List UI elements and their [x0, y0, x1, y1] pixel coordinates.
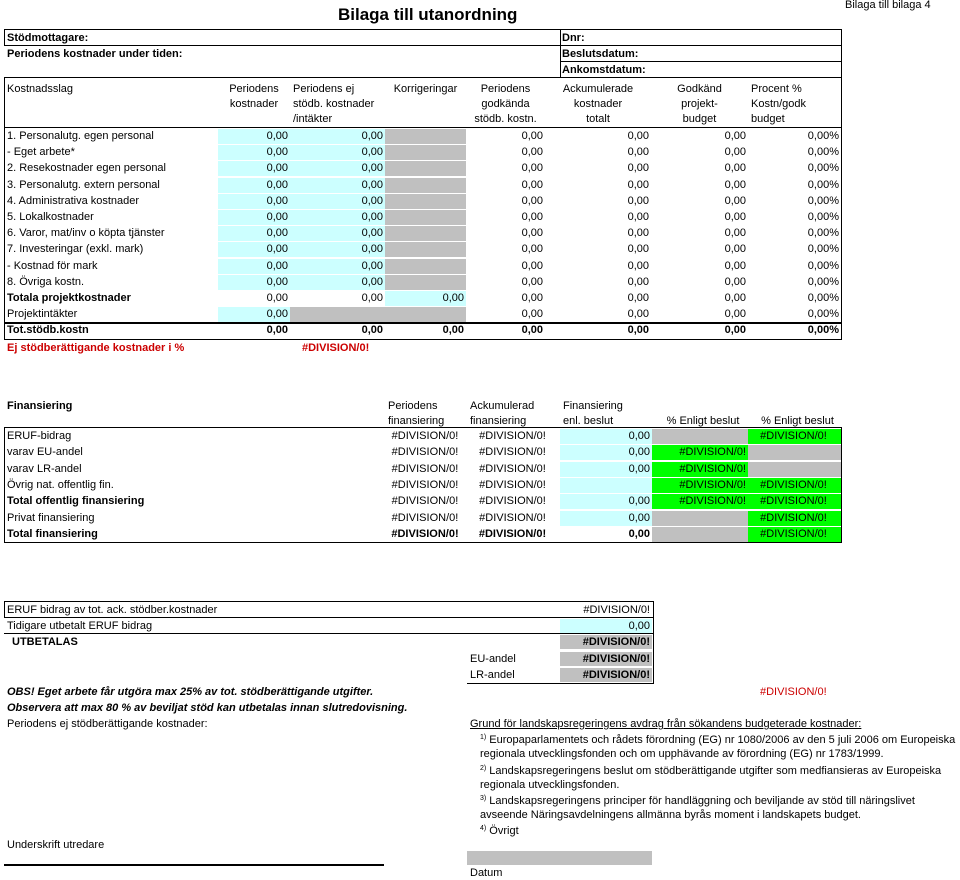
fin-cell: #DIVISION/0! — [479, 495, 546, 507]
cost-col-header: Godkänd — [677, 83, 722, 95]
cost-cell: 0,00 — [627, 324, 649, 336]
cost-col-header: Periodens ej — [293, 83, 355, 95]
cost-row-label: 5. Lokalkostnader — [7, 211, 94, 223]
cost-table-border — [841, 78, 842, 339]
cost-cell[interactable]: 0,00 — [290, 145, 385, 160]
cost-cell: 0,00 — [266, 324, 288, 336]
cost-cell[interactable]: 0,00 — [218, 129, 290, 144]
header-row-line — [560, 61, 842, 62]
eruf-bottom-border — [467, 683, 654, 684]
fin-cell: #DIVISION/0! — [748, 478, 841, 493]
cost-row-label: - Kostnad för mark — [7, 260, 98, 272]
cost-cell: 0,00% — [807, 276, 839, 288]
page-title: Bilaga till utanordning — [338, 5, 518, 24]
cost-col-header: /intäkter — [293, 113, 333, 125]
cost-row-label: 3. Personalutg. extern personal — [7, 179, 160, 191]
tidigare-label: Tidigare utbetalt ERUF bidrag — [7, 620, 153, 632]
grund-title: Grund för landskapsregeringens avdrag från sökandens budgeterade kostnader: — [470, 718, 862, 730]
cost-cell: 0,00 — [724, 227, 746, 239]
cost-cell: 0,00 — [724, 211, 746, 223]
fin-cell: #DIVISION/0! — [479, 430, 546, 442]
eruf-bidrag-label: ERUF bidrag av tot. ack. stödber.kostnader — [7, 604, 218, 616]
cost-cell: 0,00 — [521, 146, 543, 158]
fin-cell: #DIVISION/0! — [391, 479, 459, 491]
cost-cell[interactable]: 0,00 — [290, 129, 385, 144]
cost-cell: 0,00 — [521, 324, 543, 336]
cost-cell: 0,00 — [521, 211, 543, 223]
cost-row-line — [4, 322, 842, 323]
cost-row-label: Tot.stödb.kostn — [7, 324, 89, 336]
cost-cell[interactable] — [385, 210, 466, 225]
cost-cell[interactable] — [385, 226, 466, 241]
cost-cell: 0,00 — [385, 291, 466, 306]
fin-cell: #DIVISION/0! — [391, 495, 459, 507]
cost-cell[interactable] — [385, 275, 466, 290]
obs-value: #DIVISION/0! — [760, 686, 827, 698]
cost-cell: 0,00% — [807, 292, 839, 304]
eu-andel-label: EU-andel — [470, 653, 516, 665]
cost-col-header: stödb. kostnader — [293, 98, 375, 110]
fin-col-header: Periodens — [388, 400, 438, 412]
cost-cell[interactable]: 0,00 — [290, 275, 385, 290]
cost-cell: 0,00 — [724, 195, 746, 207]
fin-cell: #DIVISION/0! — [479, 463, 546, 475]
cost-cell: 0,00 — [724, 130, 746, 142]
fin-col-header: finansiering — [388, 415, 445, 427]
cost-row-label: - Eget arbete* — [7, 146, 75, 158]
ej-stod-label: Ej stödberättigande kostnader i % — [7, 342, 185, 354]
cost-cell[interactable] — [385, 161, 466, 176]
fin-row-label: Total finansiering — [7, 528, 98, 540]
cost-cell: 0,00% — [807, 179, 839, 191]
cost-cell: 0,00 — [627, 292, 649, 304]
cost-cell: 0,00 — [627, 260, 649, 272]
lr-andel-value: #DIVISION/0! — [560, 668, 652, 682]
cost-cell: 0,00% — [807, 227, 839, 239]
beslutsdatum-label: Beslutsdatum: — [562, 48, 639, 60]
cost-cell[interactable]: 0,00 — [290, 194, 385, 209]
cost-cell: 0,00 — [724, 146, 746, 158]
observera-note: Observera att max 80 % av beviljat stöd kan utbetalas innan slutredovisning. — [7, 702, 408, 714]
eruf-border — [653, 601, 654, 683]
cost-col-header: budget — [751, 113, 785, 125]
header-left-border — [4, 29, 5, 45]
ej-stod-value: #DIVISION/0! — [302, 342, 370, 354]
cost-row-label: Projektintäkter — [7, 308, 78, 320]
cost-cell[interactable] — [385, 145, 466, 160]
cost-row-line — [4, 339, 842, 340]
fin-row-label: ERUF-bidrag — [7, 430, 72, 442]
cost-cell[interactable] — [385, 194, 466, 209]
cost-cell[interactable]: 0,00 — [218, 145, 290, 160]
dnr-label: Dnr: — [562, 32, 585, 44]
cost-cell: 0,00% — [807, 195, 839, 207]
cost-cell[interactable]: 0,00 — [290, 210, 385, 225]
fin-row-label: Total offentlig finansiering — [7, 495, 145, 507]
header-top-border — [4, 29, 842, 30]
cost-cell: 0,00 — [627, 276, 649, 288]
cost-cell: 0,00% — [807, 146, 839, 158]
cost-col-header: projekt- — [681, 98, 718, 110]
cost-cell: 0,00 — [627, 162, 649, 174]
fin-cell[interactable] — [560, 478, 652, 493]
cost-row-label: 1. Personalutg. egen personal — [7, 130, 154, 142]
cost-col-header: kostnader — [229, 98, 279, 110]
eruf-bidrag-value: #DIVISION/0! — [583, 604, 650, 616]
fin-cell[interactable]: 0,00 — [628, 528, 650, 540]
cost-col-header: budget — [682, 113, 717, 125]
cost-col-header: Procent % — [751, 83, 802, 95]
eu-andel-value: #DIVISION/0! — [560, 652, 652, 666]
cost-cell: 0,00 — [627, 179, 649, 191]
cost-cell: 0,00 — [724, 162, 746, 174]
cost-col-header: Korrigeringar — [393, 83, 458, 95]
fin-row-label: varav EU-andel — [7, 446, 83, 458]
cost-row-label: 8. Övriga kostn. — [7, 276, 85, 288]
fin-cell: #DIVISION/0! — [652, 478, 748, 493]
fin-col-header: Finansiering — [563, 400, 623, 412]
footnote-2: $^{2)}$ Landskapsregeringens beslut om stödberättigande utgifter som medfiansieras av Europeiska regionala utvecklingsfonden. — [480, 765, 942, 791]
ankomstdatum-label: Ankomstdatum: — [562, 64, 646, 76]
cost-table-border — [4, 78, 5, 339]
cost-row-label: 4. Administrativa kostnader — [7, 195, 140, 207]
fin-cell[interactable]: 0,00 — [560, 462, 652, 477]
cost-cell[interactable]: 0,00 — [218, 194, 290, 209]
cost-cell[interactable]: 0,00 — [218, 226, 290, 241]
cost-cell: 0,00 — [724, 292, 746, 304]
cost-cell: 0,00 — [521, 260, 543, 272]
cost-cell[interactable]: 0,00 — [290, 178, 385, 193]
cost-cell: 0,00 — [361, 292, 383, 304]
cost-cell: 0,00 — [521, 292, 543, 304]
fin-bottom-border — [4, 542, 842, 543]
cost-cell[interactable]: 0,00 — [218, 242, 290, 257]
footnote-4: $^{4)}$ Övrigt — [480, 825, 519, 837]
cost-cell[interactable]: 0,00 — [290, 242, 385, 257]
cost-cell: 0,00 — [266, 292, 288, 304]
ej-stod-kostnader-label: Periodens ej stödberättigande kostnader: — [7, 718, 208, 730]
eruf-row-line — [4, 633, 654, 634]
fin-cell: #DIVISION/0! — [748, 511, 841, 526]
cost-cell[interactable]: 0,00 — [290, 226, 385, 241]
cost-cell: 0,00 — [521, 243, 543, 255]
cost-cell: 0,00 — [724, 276, 746, 288]
cost-col-header: Periodens — [480, 83, 531, 95]
fin-cell[interactable]: 0,00 — [560, 445, 652, 460]
period-label: Periodens kostnader under tiden: — [7, 48, 183, 60]
cost-cell[interactable] — [385, 259, 466, 274]
cost-col-header: Kostn/godk — [751, 98, 807, 110]
cost-cell[interactable] — [385, 242, 466, 257]
cost-cell[interactable]: 0,00 — [218, 307, 290, 322]
bilaga-label: Bilaga till bilaga 4 — [845, 0, 931, 11]
fin-col-header: % Enligt beslut — [761, 415, 834, 427]
cost-cell[interactable]: 0,00 — [290, 259, 385, 274]
cost-cell: 0,00 — [627, 130, 649, 142]
cost-cell: 0,00 — [627, 227, 649, 239]
cost-cell: 0,00 — [724, 179, 746, 191]
cost-cell: 0,00 — [724, 243, 746, 255]
cost-cell[interactable]: 0,00 — [218, 210, 290, 225]
fin-row-label: Privat finansiering — [7, 512, 95, 524]
fin-cell: #DIVISION/0! — [479, 512, 546, 524]
eruf-row-line — [4, 617, 654, 618]
cost-cell[interactable] — [385, 129, 466, 144]
cost-cell: 0,00 — [442, 324, 464, 336]
fin-cell — [652, 511, 748, 526]
cost-cell: 0,00% — [807, 243, 839, 255]
cost-cell: 0,00 — [724, 308, 746, 320]
utbetalas-label: UTBETALAS — [12, 636, 78, 648]
cost-cell[interactable]: 0,00 — [218, 259, 290, 274]
cost-cell[interactable] — [290, 307, 385, 322]
cost-cell: 0,00 — [724, 260, 746, 272]
cost-cell: 0,00 — [521, 227, 543, 239]
cost-cell: 0,00 — [521, 308, 543, 320]
fin-cell: #DIVISION/0! — [748, 527, 841, 542]
cost-row-label: 2. Resekostnader egen personal — [7, 162, 166, 174]
fin-cell — [748, 462, 841, 477]
cost-row-label: 6. Varor, mat/inv o köpta tjänster — [7, 227, 165, 239]
cost-col-header: godkända — [481, 98, 530, 110]
cost-cell: 0,00% — [807, 130, 839, 142]
fin-row-label: Övrig nat. offentlig fin. — [7, 479, 114, 491]
header-divider — [560, 29, 561, 77]
fin-cell: #DIVISION/0! — [478, 528, 547, 540]
cost-cell: 0,00 — [627, 211, 649, 223]
fin-cell: #DIVISION/0! — [652, 494, 748, 509]
fin-cell: #DIVISION/0! — [479, 479, 546, 491]
fin-cell: #DIVISION/0! — [652, 462, 748, 477]
cost-cell: 0,00 — [627, 308, 649, 320]
footnote-1: $^{1)}$ Europaparlamentets och rådets förordning (EG) nr 1080/2006 av den 5 juli 2006 om Europeiska regionala utvecklingsfonden och om upphävande av förordning (EG) nr 1783/1999. — [480, 734, 956, 760]
cost-cell: 0,00 — [361, 324, 383, 336]
cost-cell[interactable]: 0,00 — [290, 161, 385, 176]
fin-cell — [652, 527, 748, 542]
cost-col-header: Ackumulerade — [562, 83, 634, 95]
fin-cell[interactable]: 0,00 — [560, 429, 652, 444]
fin-cell: #DIVISION/0! — [652, 445, 748, 460]
cost-row-label: 7. Investeringar (exkl. mark) — [7, 243, 144, 255]
fin-table-border — [841, 427, 842, 543]
fin-cell: #DIVISION/0! — [391, 446, 459, 458]
cost-cell: 0,00 — [521, 195, 543, 207]
datum-field[interactable] — [467, 851, 652, 865]
cost-cell: 0,00% — [807, 308, 839, 320]
obs-note: OBS! Eget arbete får utgöra max 25% av tot. stödberättigande utgifter. — [7, 686, 374, 698]
fin-cell — [652, 429, 748, 444]
underskrift-label: Underskrift utredare — [7, 839, 105, 851]
cost-cell: 0,00 — [521, 276, 543, 288]
fin-cell: #DIVISION/0! — [391, 528, 459, 540]
utbetalas-value: #DIVISION/0! — [560, 635, 652, 649]
cost-cell: 0,00% — [807, 324, 839, 336]
fin-cell: #DIVISION/0! — [748, 494, 841, 509]
header-bottom-border — [4, 77, 842, 78]
tidigare-value[interactable]: 0,00 — [560, 619, 652, 633]
cost-col-header: totalt — [586, 113, 610, 125]
cost-row-label: Totala projektkostnader — [7, 292, 131, 304]
footnote-3: $^{3)}$ Landskapsregeringens principer för handläggning och beviljande av stöd till näringslivet avseende Näringsavdelningens allmänna byrås moment i landskapets budget. — [480, 795, 915, 821]
cost-cell[interactable] — [385, 178, 466, 193]
cost-cell[interactable]: 0,00 — [218, 161, 290, 176]
fin-header-line — [4, 427, 842, 428]
datum-label: Datum — [470, 867, 503, 879]
stodmottagare-label: Stödmottagare: — [7, 32, 89, 44]
fin-cell: #DIVISION/0! — [391, 512, 459, 524]
cost-cell: 0,00 — [521, 179, 543, 191]
fin-col-header: % Enligt beslut — [666, 415, 740, 427]
cost-cell: 0,00 — [521, 162, 543, 174]
fin-cell — [748, 445, 841, 460]
cost-cell: 0,00 — [627, 146, 649, 158]
fin-table-border — [4, 427, 5, 543]
cost-col-header: Kostnadsslag — [7, 83, 74, 95]
fin-cell: #DIVISION/0! — [748, 429, 841, 444]
cost-cell: 0,00 — [627, 243, 649, 255]
fin-cell[interactable]: 0,00 — [560, 511, 652, 526]
cost-cell[interactable] — [385, 307, 466, 322]
cost-col-header: stödb. kostn. — [474, 113, 537, 125]
fin-col-header: Ackumulerad — [470, 400, 535, 412]
cost-cell: 0,00 — [724, 324, 746, 336]
eruf-border — [4, 601, 5, 618]
fin-cell: #DIVISION/0! — [391, 430, 459, 442]
fin-cell: #DIVISION/0! — [391, 463, 459, 475]
fin-title: Finansiering — [7, 400, 73, 412]
cost-cell: 0,00% — [807, 260, 839, 272]
signature-line — [4, 864, 384, 866]
cost-cell: 0,00% — [807, 211, 839, 223]
fin-cell[interactable]: 0,00 — [560, 494, 652, 509]
cost-header-line — [4, 127, 842, 128]
cost-col-header: kostnader — [573, 98, 623, 110]
fin-row-label: varav LR-andel — [7, 463, 82, 475]
fin-col-header: enl. beslut — [563, 415, 614, 427]
lr-andel-label: LR-andel — [470, 669, 515, 681]
cost-col-header: Periodens — [229, 83, 279, 95]
header-right-border — [841, 29, 842, 77]
cost-cell[interactable]: 0,00 — [218, 178, 290, 193]
cost-cell: 0,00% — [807, 162, 839, 174]
cost-cell[interactable]: 0,00 — [218, 275, 290, 290]
eruf-top-border — [4, 601, 654, 602]
cost-cell: 0,00 — [627, 195, 649, 207]
header-row-line — [4, 45, 842, 46]
cost-cell: 0,00 — [521, 130, 543, 142]
fin-cell: #DIVISION/0! — [479, 446, 546, 458]
fin-col-header: finansiering — [470, 415, 527, 427]
